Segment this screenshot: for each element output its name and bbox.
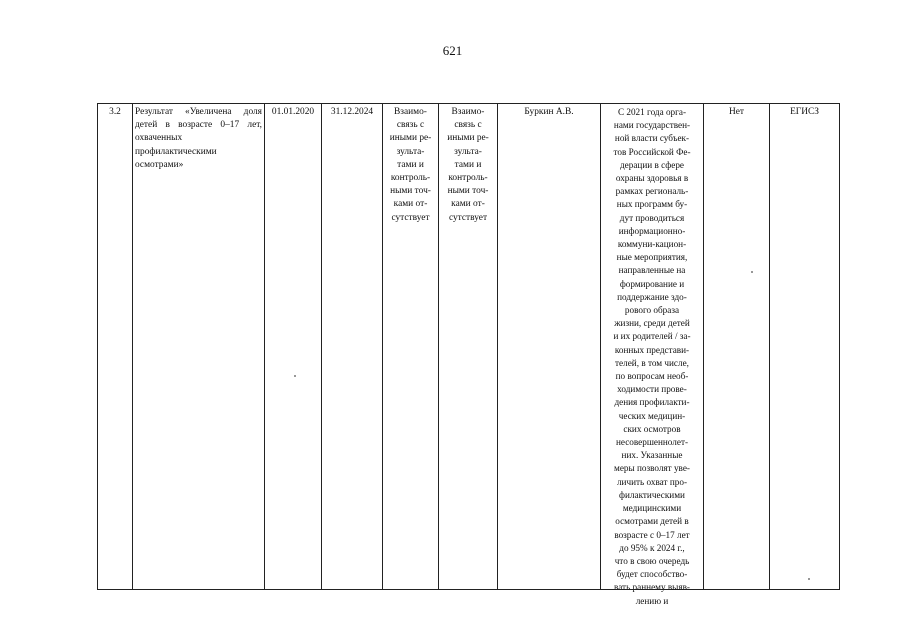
scan-speck: [294, 375, 296, 377]
cell-flag: Нет: [703, 103, 770, 590]
cell-description: С 2021 года орга- нами государствен- ной власти субъек- тов Российской Фе- дерации в сфере охраны здоровья в рамках региональ- ных программ бу- дут проводиться информационно- коммуни-кацион- ные мероприятия, направленные на формирование и поддержание здо- рового образа жизни, среди детей и их родителей / за- конных представи- телей, в том числе, по вопросам необ- ходимости прове- дения профилакти- ческих медицин- ских осмотров несовершеннолет- них. Указанные меры позволят уве- личить охват про- филактическими медицинскими осмотрами детей в возрасте с 0–17 лет до 95% к 2024 г., что в свою очередь будет способство- вать раннему выяв- лению и: [600, 103, 704, 590]
table-bottom-border: [97, 589, 840, 590]
results-table: [97, 103, 840, 606]
cell-relation-2: Взаимо- связь с иными ре- зульта- тами и контроль- ными точ- ками от- сутствует: [438, 103, 498, 590]
cell-relation-1: Взаимо- связь с иными ре- зульта- тами и контроль- ными точ- ками от- сутствует: [382, 103, 439, 590]
scan-speck: [751, 271, 753, 273]
cell-end-date: 31.12.2024: [321, 103, 383, 590]
page-number: 621: [442, 43, 463, 58]
scan-speck: [808, 578, 810, 580]
cell-responsible: Буркин А.В.: [497, 103, 601, 590]
cell-row-number: 3.2: [97, 103, 133, 590]
cell-system: ЕГИСЗ: [769, 103, 840, 590]
cell-result-text: Результат «Увеличена доля детей в возрасте 0–17 лет, охваченных профилактическими осмотрами»: [132, 103, 265, 590]
cell-start-date: 01.01.2020: [264, 103, 322, 590]
